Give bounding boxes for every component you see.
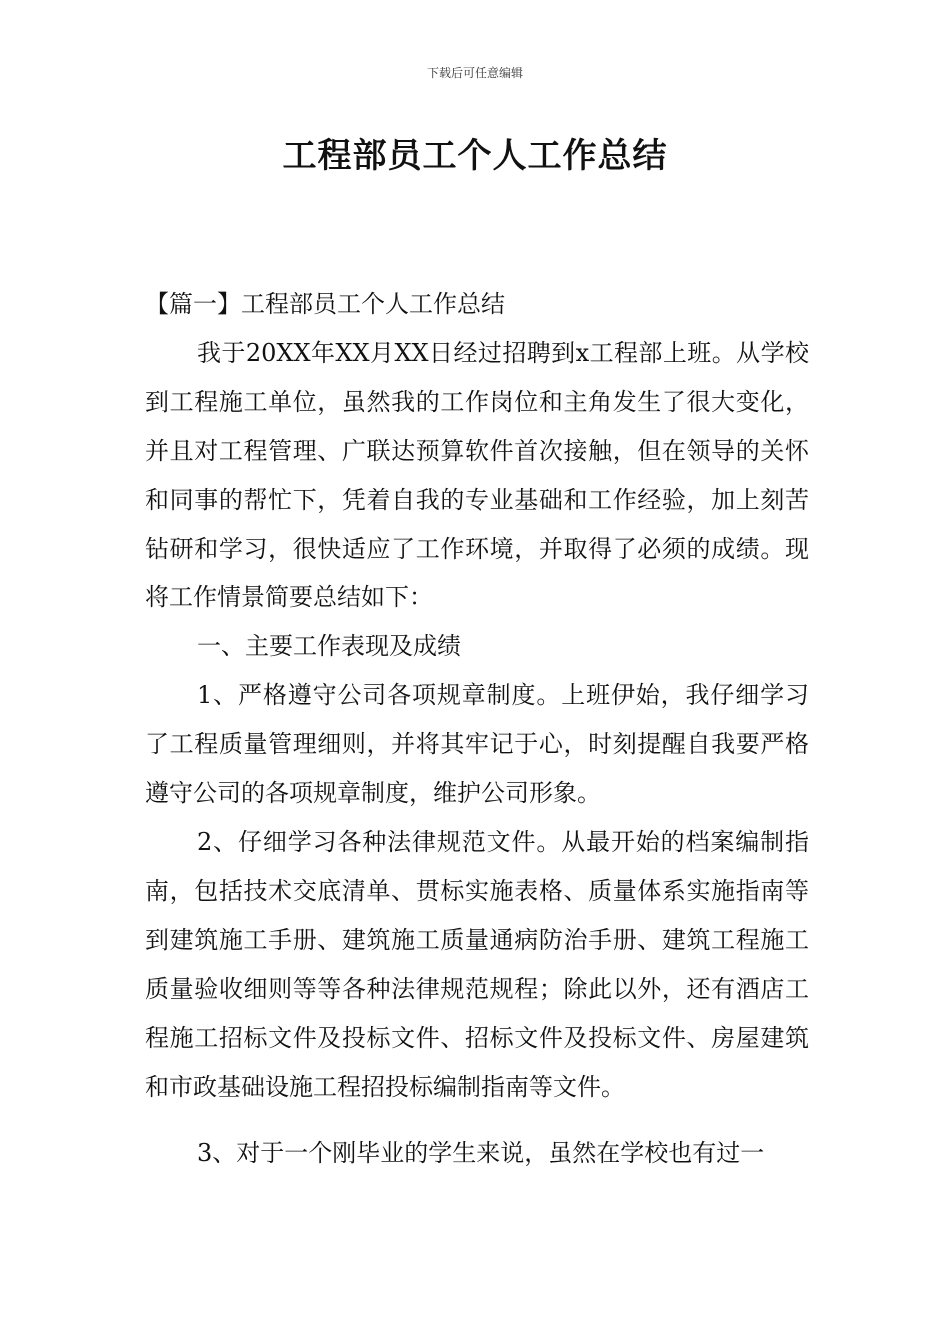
section-heading: 【篇一】工程部员工个人工作总结 (145, 290, 505, 318)
paragraph-item-3: 3、对于一个刚毕业的学生来说，虽然在学校也有过一 (197, 1139, 765, 1168)
document-body (145, 280, 809, 1178)
intro-paragraph: 我于20XX年XX月XX日经过招聘到x工程部上班。从学校到工程施工单位，虽然我的工作岗位和主角发生了很大变化，并且对工程管理、广联达预算软件首次接触，但在领导的关怀和同事的帮忙下，凭着自我的专业基础和工作经验，加上刻苦钻研和学习，很快适应了工作环境，并取得了必须的成绩。现将工作情景简要总结如下： (145, 338, 809, 612)
document-title: 工程部员工个人工作总结 (282, 136, 668, 176)
header-note: 下载后可任意编辑 (426, 66, 523, 80)
subheading-main-work: 一、主要工作表现及成绩 (197, 632, 461, 661)
paragraph-item-2: 2、仔细学习各种法律规范文件。从最开始的档案编制指南，包括技术交底清单、贯标实施表格、质量体系实施指南等到建筑施工手册、建筑施工质量通病防治手册、建筑工程施工质量验收细则等等各种法律规范规程；除此以外，还有酒店工程施工招标文件及投标文件、招标文件及投标文件、房屋建筑和市政基础设施工程招投标编制指南等文件。 (145, 827, 809, 1101)
paragraph-item-1: 1、严格遵守公司各项规章制度。上班伊始，我仔细学习了工程质量管理细则，并将其牢记于心，时刻提醒自我要严格遵守公司的各项规章制度，维护公司形象。 (145, 681, 809, 808)
